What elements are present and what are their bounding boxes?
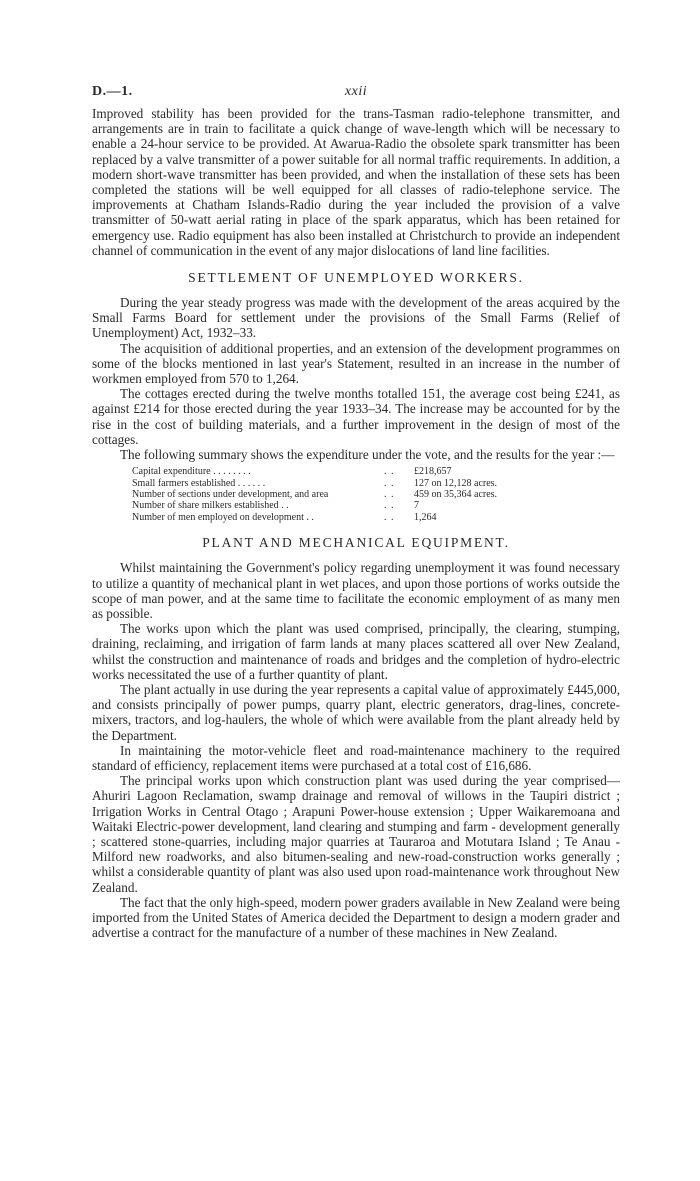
leader-dots: . . [384, 477, 395, 489]
summary-value: 7 [414, 500, 419, 512]
paragraph: In maintaining the motor-vehicle fleet and road-maintenance machinery to the required standard of efficiency, replacement items were purchased at a total cost of £16,686. [92, 742, 620, 773]
leader-dots: . . [384, 489, 395, 501]
summary-value: 1,264 [414, 511, 437, 523]
paragraph: The principal works upon which construction plant was used during the year comprised—Ahuriri Lagoon Reclamation, swamp drainage and removal of willows in the Taupiri district ; Irrigation Works in Central Otago ; Arapuni Power-house extension ; Upper Waikaremoana and Waitaki Electric-power development, land clearing and stumping and farm - development generally ; scattered stone-quarries, including major quarries at Tauraroa and Motutara Island ; Te Anau - Milford new roadworks, and also bitumen-sealing and new-road-construction works generally ; whilst a considerable quantity of plant was also used upon road-maintenance work throughout New Zealand. [92, 773, 620, 895]
summary-value: 459 on 35,364 acres. [414, 489, 498, 501]
summary-value: 127 on 12,128 acres. [414, 477, 498, 489]
paragraph: The following summary shows the expenditure under the vote, and the results for the year :— [120, 447, 615, 463]
summary-label: Capital expenditure . . . . . . . . [132, 466, 251, 478]
leader-dots: . . [384, 511, 395, 523]
summary-row [92, 512, 620, 523]
paragraph: Whilst maintaining the Government's policy regarding unemployment it was found necessary to utilize a quantity of mechanical plant in wet places, and upon those portions of works outside the scope of man power, and at the same time to facilitate the economic employment of as many men as possible. [92, 560, 620, 621]
page-header [92, 84, 620, 106]
summary-label: Number of sections under development, and area [132, 489, 329, 501]
document-reference: D.—1. [92, 84, 133, 99]
intro-paragraph: Improved stability has been provided for the trans-Tasman radio-telephone transmitter, and arrangements are in train to facilitate a quick change of wave-length which will be necessary to enable a 24-hour service to be provided. At Awarua-Radio the obsolete spark transmitter has been replaced by a valve transmitter of a power suitable for all normal traffic requirements. In addition, a modern short-wave transmitter has been provided, and when the installation of these sets has been completed the stations will be well equipped for all classes of radio-telephone service. The improvements at Chatham Islands-Radio during the year included the provision of a valve transmitter of 50-watt aerial rating in place of the spark apparatus, which has been retained for emergency use. Radio equipment has also been installed at Christchurch to provide an independent channel of communication in the event of any major dislocations of land line facilities. [92, 106, 620, 258]
paragraph: The fact that the only high-speed, modern power graders available in New Zealand were being imported from the United States of America decided the Department to design a modern grader and advertise a contract for the manufacture of a number of these machines in New Zealand. [92, 894, 620, 941]
section-title-settlement: SETTLEMENT OF UNEMPLOYED WORKERS. [188, 270, 524, 286]
summary-label: Small farmers established . . . . . . [132, 477, 266, 489]
paragraph: The works upon which the plant was used comprised, principally, the clearing, stumping, draining, reclaiming, and irrigation of farm lands at many places scattered all over New Zealand, whilst the construction and maintenance of roads and bridges and the completion of hydro-electric works necessitated the use of a further quantity of plant. [92, 621, 620, 682]
paragraph: During the year steady progress was made with the development of the areas acquired by the Small Farms Board for settlement under the provisions of the Small Farms (Relief of Unemployment) Act, 1932–33. [92, 295, 620, 341]
summary-label: Number of share milkers established . . [132, 500, 289, 512]
paragraph: The acquisition of additional properties, and an extension of the development programmes on some of the blocks mentioned in last year's Statement, resulted in an increase in the number of workmen employed from 570 to 1,264. [92, 340, 620, 387]
summary-row [92, 500, 620, 511]
expenditure-summary [92, 466, 620, 523]
leader-dots: . . [384, 466, 395, 478]
page-number: xxii [344, 84, 368, 99]
summary-row [92, 489, 620, 500]
summary-value: £218,657 [414, 466, 452, 478]
paragraph: The plant actually in use during the year represents a capital value of approximately £445,000, and consists principally of power pumps, quarry plant, electric generators, drag-lines, concrete-mixers, tractors, and log-haulers, the whole of which were available from the plant already held by the Department. [92, 681, 620, 743]
section-title-plant: PLANT AND MECHANICAL EQUIPMENT. [202, 535, 510, 551]
leader-dots: . . [384, 500, 395, 512]
summary-row [92, 478, 620, 489]
paragraph: The cottages erected during the twelve months totalled 151, the average cost being £241, as against £214 for those erected during the year 1933–34. The increase may be accounted for by the rise in the cost of building materials, and a further improvement in the design of most of the cottages. [92, 386, 620, 447]
summary-label: Number of men employed on development . . [132, 511, 314, 523]
summary-row [92, 466, 620, 477]
document-page [92, 84, 620, 940]
